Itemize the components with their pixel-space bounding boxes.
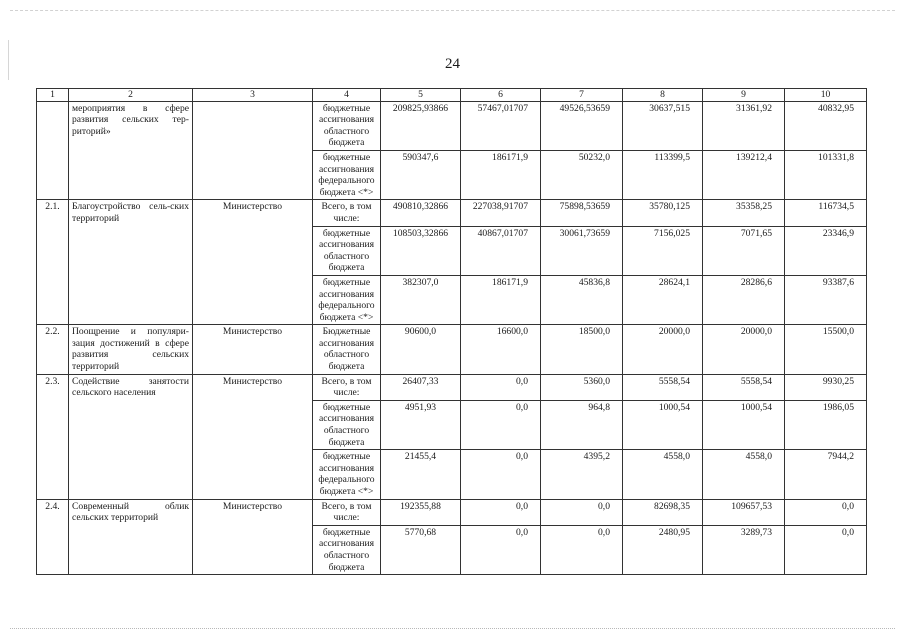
responsible [193, 101, 313, 200]
value-cell: 4395,2 [541, 450, 623, 499]
item-number: 2.2. [37, 325, 69, 374]
value-cell: 7944,2 [785, 450, 867, 499]
value-cell: 82698,35 [623, 499, 703, 525]
column-header: 10 [785, 89, 867, 102]
value-cell: 28624,1 [623, 275, 703, 324]
funding-source: Всего, в том числе: [313, 200, 381, 226]
column-header: 2 [69, 89, 193, 102]
value-cell: 0,0 [461, 450, 541, 499]
funding-source: бюджетные ассигнования областного бюджета [313, 226, 381, 275]
funding-source: бюджетные ассигнования федерального бюджета <*> [313, 275, 381, 324]
table-row [37, 200, 867, 226]
value-cell: 116734,5 [785, 200, 867, 226]
value-cell: 0,0 [461, 525, 541, 574]
value-cell: 590347,6 [381, 150, 461, 199]
responsible: Министерство [193, 325, 313, 374]
funding-source: Всего, в том числе: [313, 499, 381, 525]
funding-source: Бюджетные ассигнования областного бюджета [313, 325, 381, 374]
scan-edge-top [10, 10, 895, 11]
value-cell: 5558,54 [703, 374, 785, 400]
funding-source: Всего, в том числе: [313, 374, 381, 400]
value-cell: 30061,73659 [541, 226, 623, 275]
item-name: Содействие занятости сельского населения [69, 374, 193, 499]
item-number: 2.3. [37, 374, 69, 499]
value-cell: 0,0 [785, 499, 867, 525]
value-cell: 20000,0 [623, 325, 703, 374]
item-name: Поощрение и популяри-зация достижений в сфере развития сельских территорий [69, 325, 193, 374]
value-cell: 57467,01707 [461, 101, 541, 150]
value-cell: 45836,8 [541, 275, 623, 324]
value-cell: 1986,05 [785, 400, 867, 449]
column-header: 5 [381, 89, 461, 102]
value-cell: 35358,25 [703, 200, 785, 226]
value-cell: 4558,0 [703, 450, 785, 499]
value-cell: 4951,93 [381, 400, 461, 449]
value-cell: 40867,01707 [461, 226, 541, 275]
value-cell: 31361,92 [703, 101, 785, 150]
value-cell: 50232,0 [541, 150, 623, 199]
funding-source: бюджетные ассигнования областного бюджета [313, 101, 381, 150]
value-cell: 1000,54 [703, 400, 785, 449]
value-cell: 9930,25 [785, 374, 867, 400]
table-row [37, 101, 867, 150]
value-cell: 113399,5 [623, 150, 703, 199]
value-cell: 49526,53659 [541, 101, 623, 150]
table-row [37, 374, 867, 400]
value-cell: 16600,0 [461, 325, 541, 374]
value-cell: 30637,515 [623, 101, 703, 150]
column-header: 7 [541, 89, 623, 102]
item-name: Благоустройство сель-ских территорий [69, 200, 193, 325]
value-cell: 209825,93866 [381, 101, 461, 150]
column-header: 9 [703, 89, 785, 102]
item-number: 2.1. [37, 200, 69, 325]
item-name: Современный облик сельских территорий [69, 499, 193, 575]
value-cell: 7156,025 [623, 226, 703, 275]
value-cell: 0,0 [461, 400, 541, 449]
value-cell: 0,0 [461, 499, 541, 525]
column-header: 3 [193, 89, 313, 102]
value-cell: 90600,0 [381, 325, 461, 374]
value-cell: 18500,0 [541, 325, 623, 374]
value-cell: 964,8 [541, 400, 623, 449]
value-cell: 0,0 [541, 525, 623, 574]
value-cell: 109657,53 [703, 499, 785, 525]
funding-source: бюджетные ассигнования областного бюджета [313, 400, 381, 449]
value-cell: 26407,33 [381, 374, 461, 400]
value-cell: 101331,8 [785, 150, 867, 199]
funding-source: бюджетные ассигнования федерального бюджета <*> [313, 150, 381, 199]
value-cell: 35780,125 [623, 200, 703, 226]
budget-table [36, 88, 867, 575]
responsible: Министерство [193, 374, 313, 499]
value-cell: 28286,6 [703, 275, 785, 324]
responsible: Министерство [193, 200, 313, 325]
value-cell: 4558,0 [623, 450, 703, 499]
item-number: 2.4. [37, 499, 69, 575]
value-cell: 5360,0 [541, 374, 623, 400]
responsible: Министерство [193, 499, 313, 575]
column-header: 6 [461, 89, 541, 102]
column-header: 1 [37, 89, 69, 102]
value-cell: 1000,54 [623, 400, 703, 449]
value-cell: 75898,53659 [541, 200, 623, 226]
value-cell: 186171,9 [461, 275, 541, 324]
item-number [37, 101, 69, 200]
value-cell: 15500,0 [785, 325, 867, 374]
table-row [37, 325, 867, 374]
funding-source: бюджетные ассигнования областного бюджета [313, 525, 381, 574]
column-header: 8 [623, 89, 703, 102]
scan-edge-bottom [10, 628, 895, 629]
value-cell: 23346,9 [785, 226, 867, 275]
value-cell: 2480,95 [623, 525, 703, 574]
column-header: 4 [313, 89, 381, 102]
table-row [37, 499, 867, 525]
value-cell: 7071,65 [703, 226, 785, 275]
item-name: мероприятия в сфере развития сельских тер-риторий» [69, 101, 193, 200]
header-row [37, 89, 867, 102]
value-cell: 0,0 [461, 374, 541, 400]
value-cell: 108503,32866 [381, 226, 461, 275]
page-number: 24 [445, 56, 460, 72]
value-cell: 20000,0 [703, 325, 785, 374]
value-cell: 3289,73 [703, 525, 785, 574]
value-cell: 139212,4 [703, 150, 785, 199]
value-cell: 490810,32866 [381, 200, 461, 226]
value-cell: 382307,0 [381, 275, 461, 324]
value-cell: 40832,95 [785, 101, 867, 150]
funding-source: бюджетные ассигнования федерального бюджета <*> [313, 450, 381, 499]
value-cell: 93387,6 [785, 275, 867, 324]
value-cell: 0,0 [541, 499, 623, 525]
value-cell: 227038,91707 [461, 200, 541, 226]
value-cell: 0,0 [785, 525, 867, 574]
value-cell: 192355,88 [381, 499, 461, 525]
value-cell: 5558,54 [623, 374, 703, 400]
value-cell: 186171,9 [461, 150, 541, 199]
value-cell: 5770,68 [381, 525, 461, 574]
value-cell: 21455,4 [381, 450, 461, 499]
